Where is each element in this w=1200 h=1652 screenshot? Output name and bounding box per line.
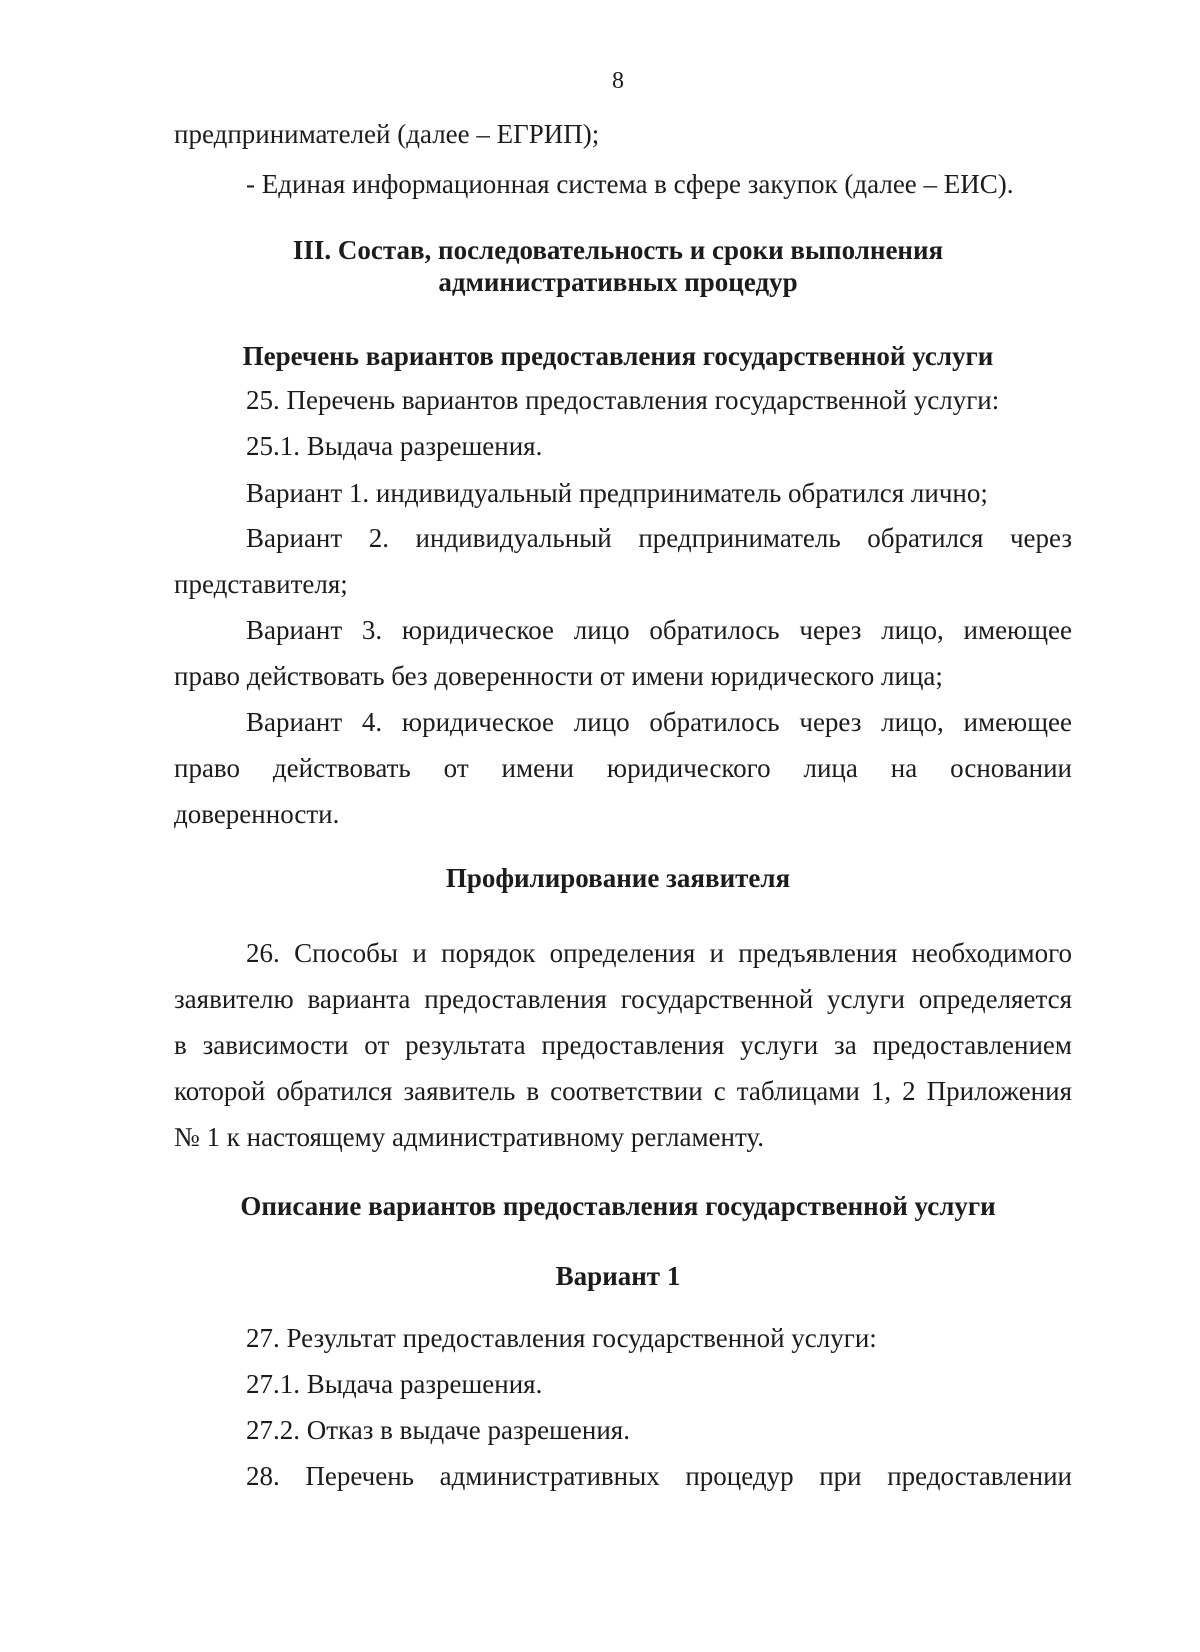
text-line: представителя;	[174, 569, 348, 599]
text-line: Вариант 2. индивидуальный предприниматель обратился через	[246, 523, 1072, 553]
text-line: 25.1. Выдача разрешения.	[246, 431, 543, 461]
text-line: 25. Перечень вариантов предоставления государственной услуги:	[246, 385, 1000, 415]
text-line: Вариант 4. юридическое лицо обратилось через лицо, имеющее	[246, 707, 1072, 737]
subsection-heading: Профилирование заявителя	[445, 863, 791, 893]
text-line: 26. Способы и порядок определения и предъявления необходимого	[246, 938, 1072, 968]
text-line: 28. Перечень административных процедур при предоставлении	[246, 1461, 1072, 1491]
text-line: которой обратился заявитель в соответствии с таблицами 1, 2 Приложения	[174, 1076, 1072, 1106]
text-line: Вариант 3. юридическое лицо обратилось через лицо, имеющее	[246, 615, 1072, 645]
text-line: предпринимателей (далее – ЕГРИП);	[174, 119, 600, 149]
text-line: доверенности.	[174, 799, 340, 829]
section-heading: административных процедур	[438, 267, 798, 297]
variant-heading: Вариант 1	[555, 1261, 681, 1291]
text-line: 27.1. Выдача разрешения.	[246, 1369, 543, 1399]
subsection-heading: Описание вариантов предоставления государственной услуги	[240, 1191, 996, 1221]
page-number: 8	[612, 68, 624, 94]
subsection-heading: Перечень вариантов предоставления государственной услуги	[242, 341, 994, 371]
text-line: право действовать без доверенности от имени юридического лица;	[174, 661, 943, 691]
text-line: 27. Результат предоставления государственной услуги:	[246, 1323, 877, 1353]
text-line: в зависимости от результата предоставления услуги за предоставлением	[174, 1030, 1072, 1060]
section-heading: III. Состав, последовательность и сроки выполнения	[292, 235, 944, 265]
text-line: 27.2. Отказ в выдаче разрешения.	[246, 1415, 630, 1445]
text-line: заявителю варианта предоставления государственной услуги определяется	[174, 984, 1072, 1014]
text-line: Вариант 1. индивидуальный предприниматель обратился лично;	[246, 478, 988, 508]
text-line: право действовать от имени юридического лица на основании	[174, 753, 1072, 783]
text-line: № 1 к настоящему административному регламенту.	[174, 1122, 764, 1152]
text-line: - Единая информационная система в сфере закупок (далее – ЕИС).	[246, 169, 1014, 199]
